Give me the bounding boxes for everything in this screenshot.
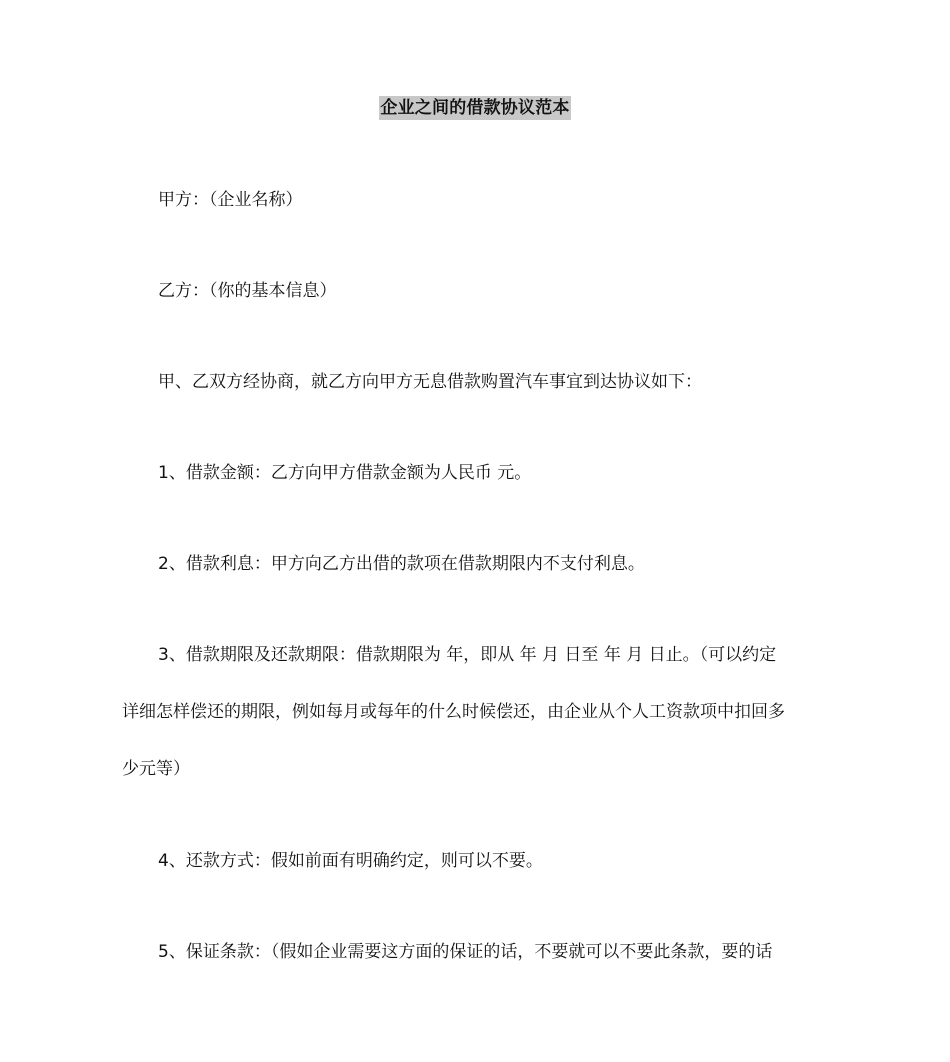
intro-paragraph: 甲、乙双方经协商，就乙方向甲方无息借款购置汽车事宜到达协议如下： [158, 372, 702, 392]
clause-3-line-3: 少元等） [122, 759, 190, 779]
clause-3-line-2: 详细怎样偿还的期限，例如每月或每年的什么时候偿还，由企业从个人工资款项中扣回多 [122, 702, 785, 722]
clause-3 [122, 627, 834, 798]
party-a-line: 甲方：（企业名称） [158, 190, 303, 210]
clause-4: 4、还款方式：假如前面有明确约定，则可以不要。 [158, 851, 543, 871]
party-b-line: 乙方：（你的基本信息） [158, 281, 337, 301]
document-title: 企业之间的借款协议范本 [380, 98, 570, 118]
title-container [0, 96, 950, 120]
clause-2: 2、借款利息：甲方向乙方出借的款项在借款期限内不支付利息。 [158, 554, 645, 574]
clause-1: 1、借款金额：乙方向甲方借款金额为人民币 元。 [158, 463, 532, 483]
clause-5: 5、保证条款：（假如企业需要这方面的保证的话，不要就可以不要此条款，要的话 [158, 942, 773, 962]
clause-3-line-1: 3、借款期限及还款期限：借款期限为 年，即从 年 月 日至 年 月 日止。（可以约定 [158, 645, 777, 665]
